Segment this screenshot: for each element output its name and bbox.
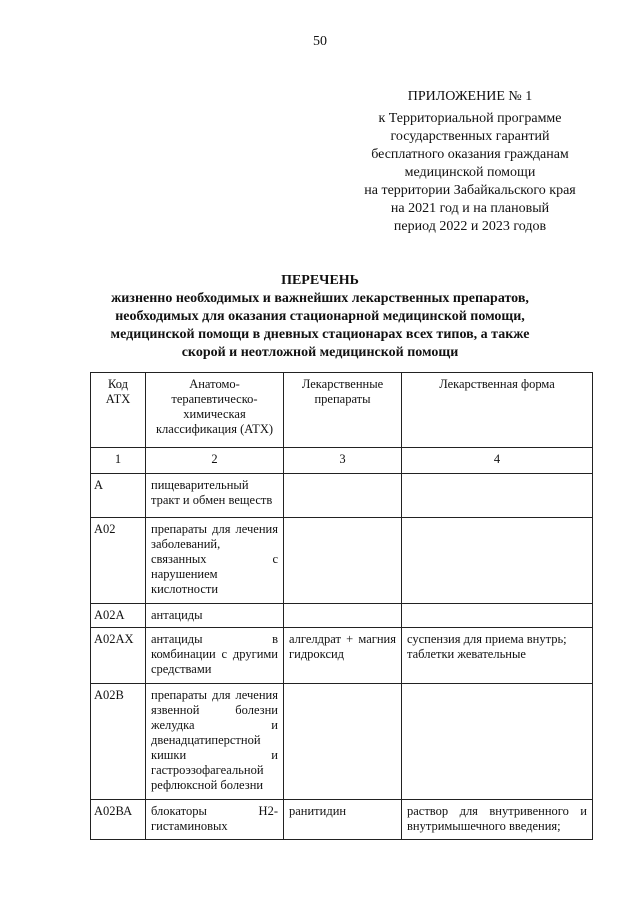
cell-classification: антациды в комбинации с другими средствами [146,628,284,684]
cell-code: А02АХ [91,628,146,684]
atx-table [90,372,593,840]
col-number: 2 [146,448,284,474]
list-subtitle-line: необходимых для оказания стационарной медицинской помощи, [115,309,525,324]
table-row [91,684,593,800]
cell-form [402,604,593,628]
annex-line: на 2021 год и на плановый [390,201,550,216]
cell-drug [284,684,402,800]
cell-drug [284,474,402,518]
cell-code: А02 [91,518,146,604]
annex-line: медицинской помощи [404,165,536,180]
cell-drug: ранитидин [284,800,402,840]
table-row [91,628,593,684]
annex-line: к Территориальной программе [378,111,562,126]
table-header-row [91,373,593,448]
cell-drug [284,604,402,628]
cell-form [402,684,593,800]
list-subtitle-line: скорой и неотложной медицинской помощи [181,345,459,360]
column-number-row [91,448,593,474]
cell-form: раствор для внутривенного и внутримышечного введения; [402,800,593,840]
table-row [91,518,593,604]
cell-form: суспензия для приема внутрь; таблетки жевательные [402,628,593,684]
col-number: 4 [402,448,593,474]
annex-line: государственных гарантий [390,129,550,144]
table-row [91,800,593,840]
list-subtitle-line: жизненно необходимых и важнейших лекарственных препаратов, [111,291,529,306]
table-row [91,474,593,518]
cell-code: А02ВА [91,800,146,840]
col-number: 1 [91,448,146,474]
header-code: Код АТХ [91,373,146,448]
cell-code: А02В [91,684,146,800]
cell-classification: пищеварительный тракт и обмен веществ [146,474,284,518]
cell-drug: алгелдрат + магния гидроксид [284,628,402,684]
annex-line: на территории Забайкальского края [364,183,576,198]
annex-title: ПРИЛОЖЕНИЕ № 1 [407,89,533,104]
header-drugs: Лекарственные препараты [284,373,402,448]
cell-form [402,518,593,604]
cell-classification: антациды [146,604,284,628]
annex-line: бесплатного оказания гражданам [371,147,569,162]
list-title: ПЕРЕЧЕНЬ [281,273,359,288]
cell-code: А02А [91,604,146,628]
annex-line: период 2022 и 2023 годов [393,219,547,234]
cell-classification: препараты для лечения язвенной болезни желудка и двенадцатиперстной кишки и гастроэзофагеальной рефлюксной болезни [146,684,284,800]
header-classification: Анатомо-терапевтическо-химическая классификация (АТХ) [146,373,284,448]
cell-code: А [91,474,146,518]
list-subtitle-line: медицинской помощи в дневных стационарах всех типов, а также [110,327,530,342]
cell-classification: блокаторы Н2-гистаминовых [146,800,284,840]
cell-drug [284,518,402,604]
cell-form [402,474,593,518]
col-number: 3 [284,448,402,474]
table-row [91,604,593,628]
header-form: Лекарственная форма [402,373,593,448]
annex-block [340,88,600,236]
list-heading [100,272,540,362]
cell-classification: препараты для лечения заболеваний, связанных с нарушением кислотности [146,518,284,604]
page-number: 50 [313,34,327,49]
